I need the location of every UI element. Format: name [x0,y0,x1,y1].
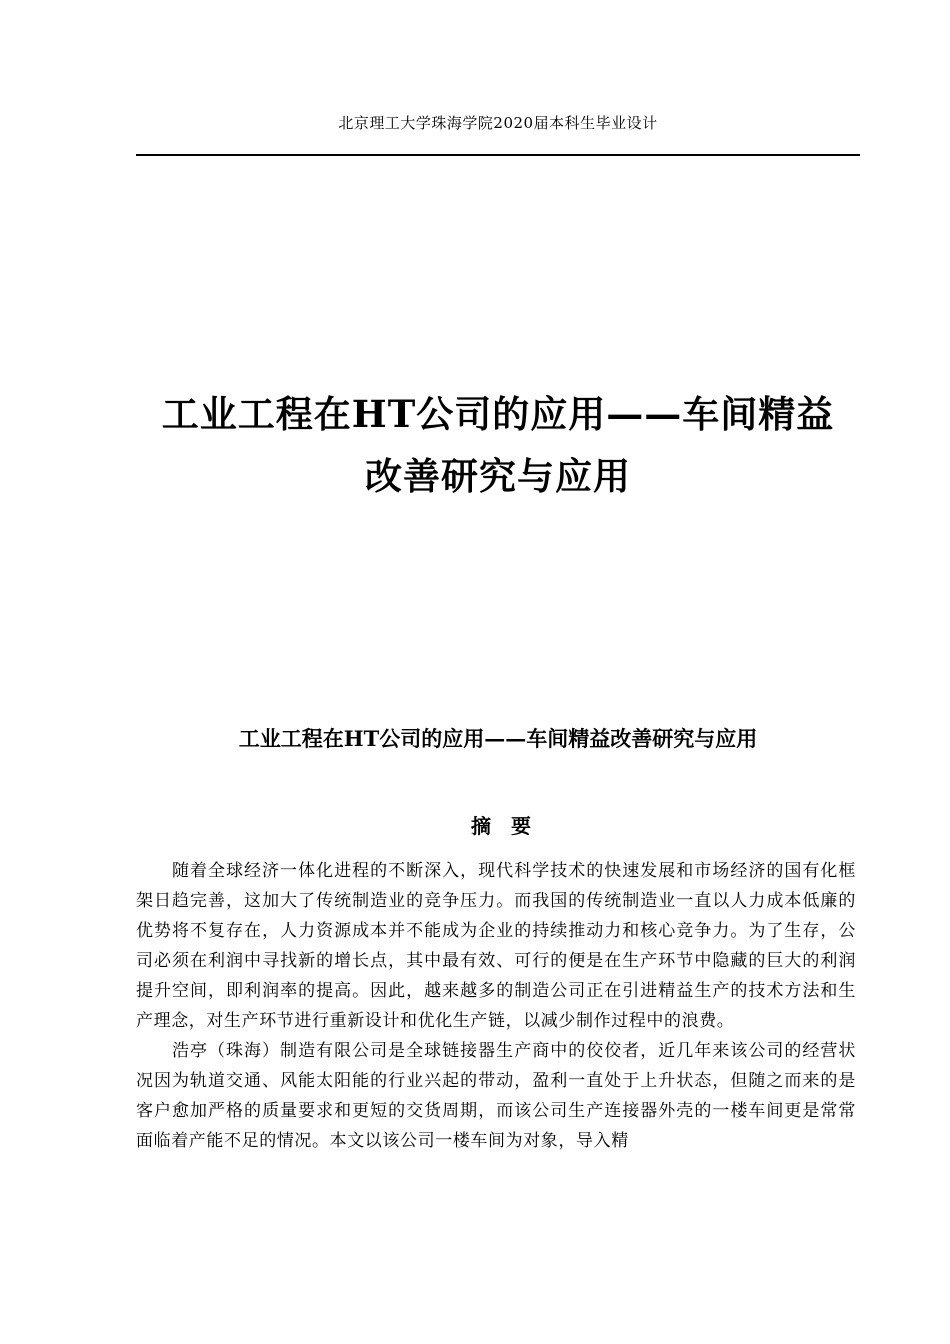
running-header: 北京理工大学珠海学院2020届本科生毕业设计 [338,114,658,132]
abstract-paragraph-2: 浩亭（珠海）制造有限公司是全球链接器生产商中的佼佼者，近几年来该公司的经营状况因为轨道交通、风能太阳能的行业兴起的带动，盈利一直处于上升状态，但随之而来的是客户愈加严格的质量要求和更短的交货周期，而该公司生产连接器外壳的一楼车间更是常常面临着产能不足的情况。本文以该公司一楼车间为对象，导入精 [136,1041,856,1151]
header-divider [136,154,860,156]
abstract-page-title: 工业工程在HT公司的应用——车间精益改善研究与应用 [238,726,758,751]
thesis-title-line-2: 改善研究与应用 [365,454,631,498]
abstract-paragraph-1: 随着全球经济一体化进程的不断深入，现代科学技术的快速发展和市场经济的国有化框架日趋完善，这加大了传统制造业的竞争压力。而我国的传统制造业一直以人力成本低廉的优势将不复存在，人力资源成本并不能成为企业的持续推动力和核心竞争力。为了生存，公司必须在利润中寻找新的增长点，其中最有效、可行的便是在生产环节中隐藏的巨大的利润提升空间，即利润率的提高。因此，越来越多的制造公司正在引进精益生产的技术方法和生产理念，对生产环节进行重新设计和优化生产链，以减少制作过程中的浪费。 [136,861,856,1031]
abstract-body [136,856,856,1156]
thesis-title-line-1: 工业工程在HT公司的应用——车间精益 [161,392,835,436]
thesis-title [120,383,876,507]
abstract-heading: 摘 要 [471,814,531,838]
